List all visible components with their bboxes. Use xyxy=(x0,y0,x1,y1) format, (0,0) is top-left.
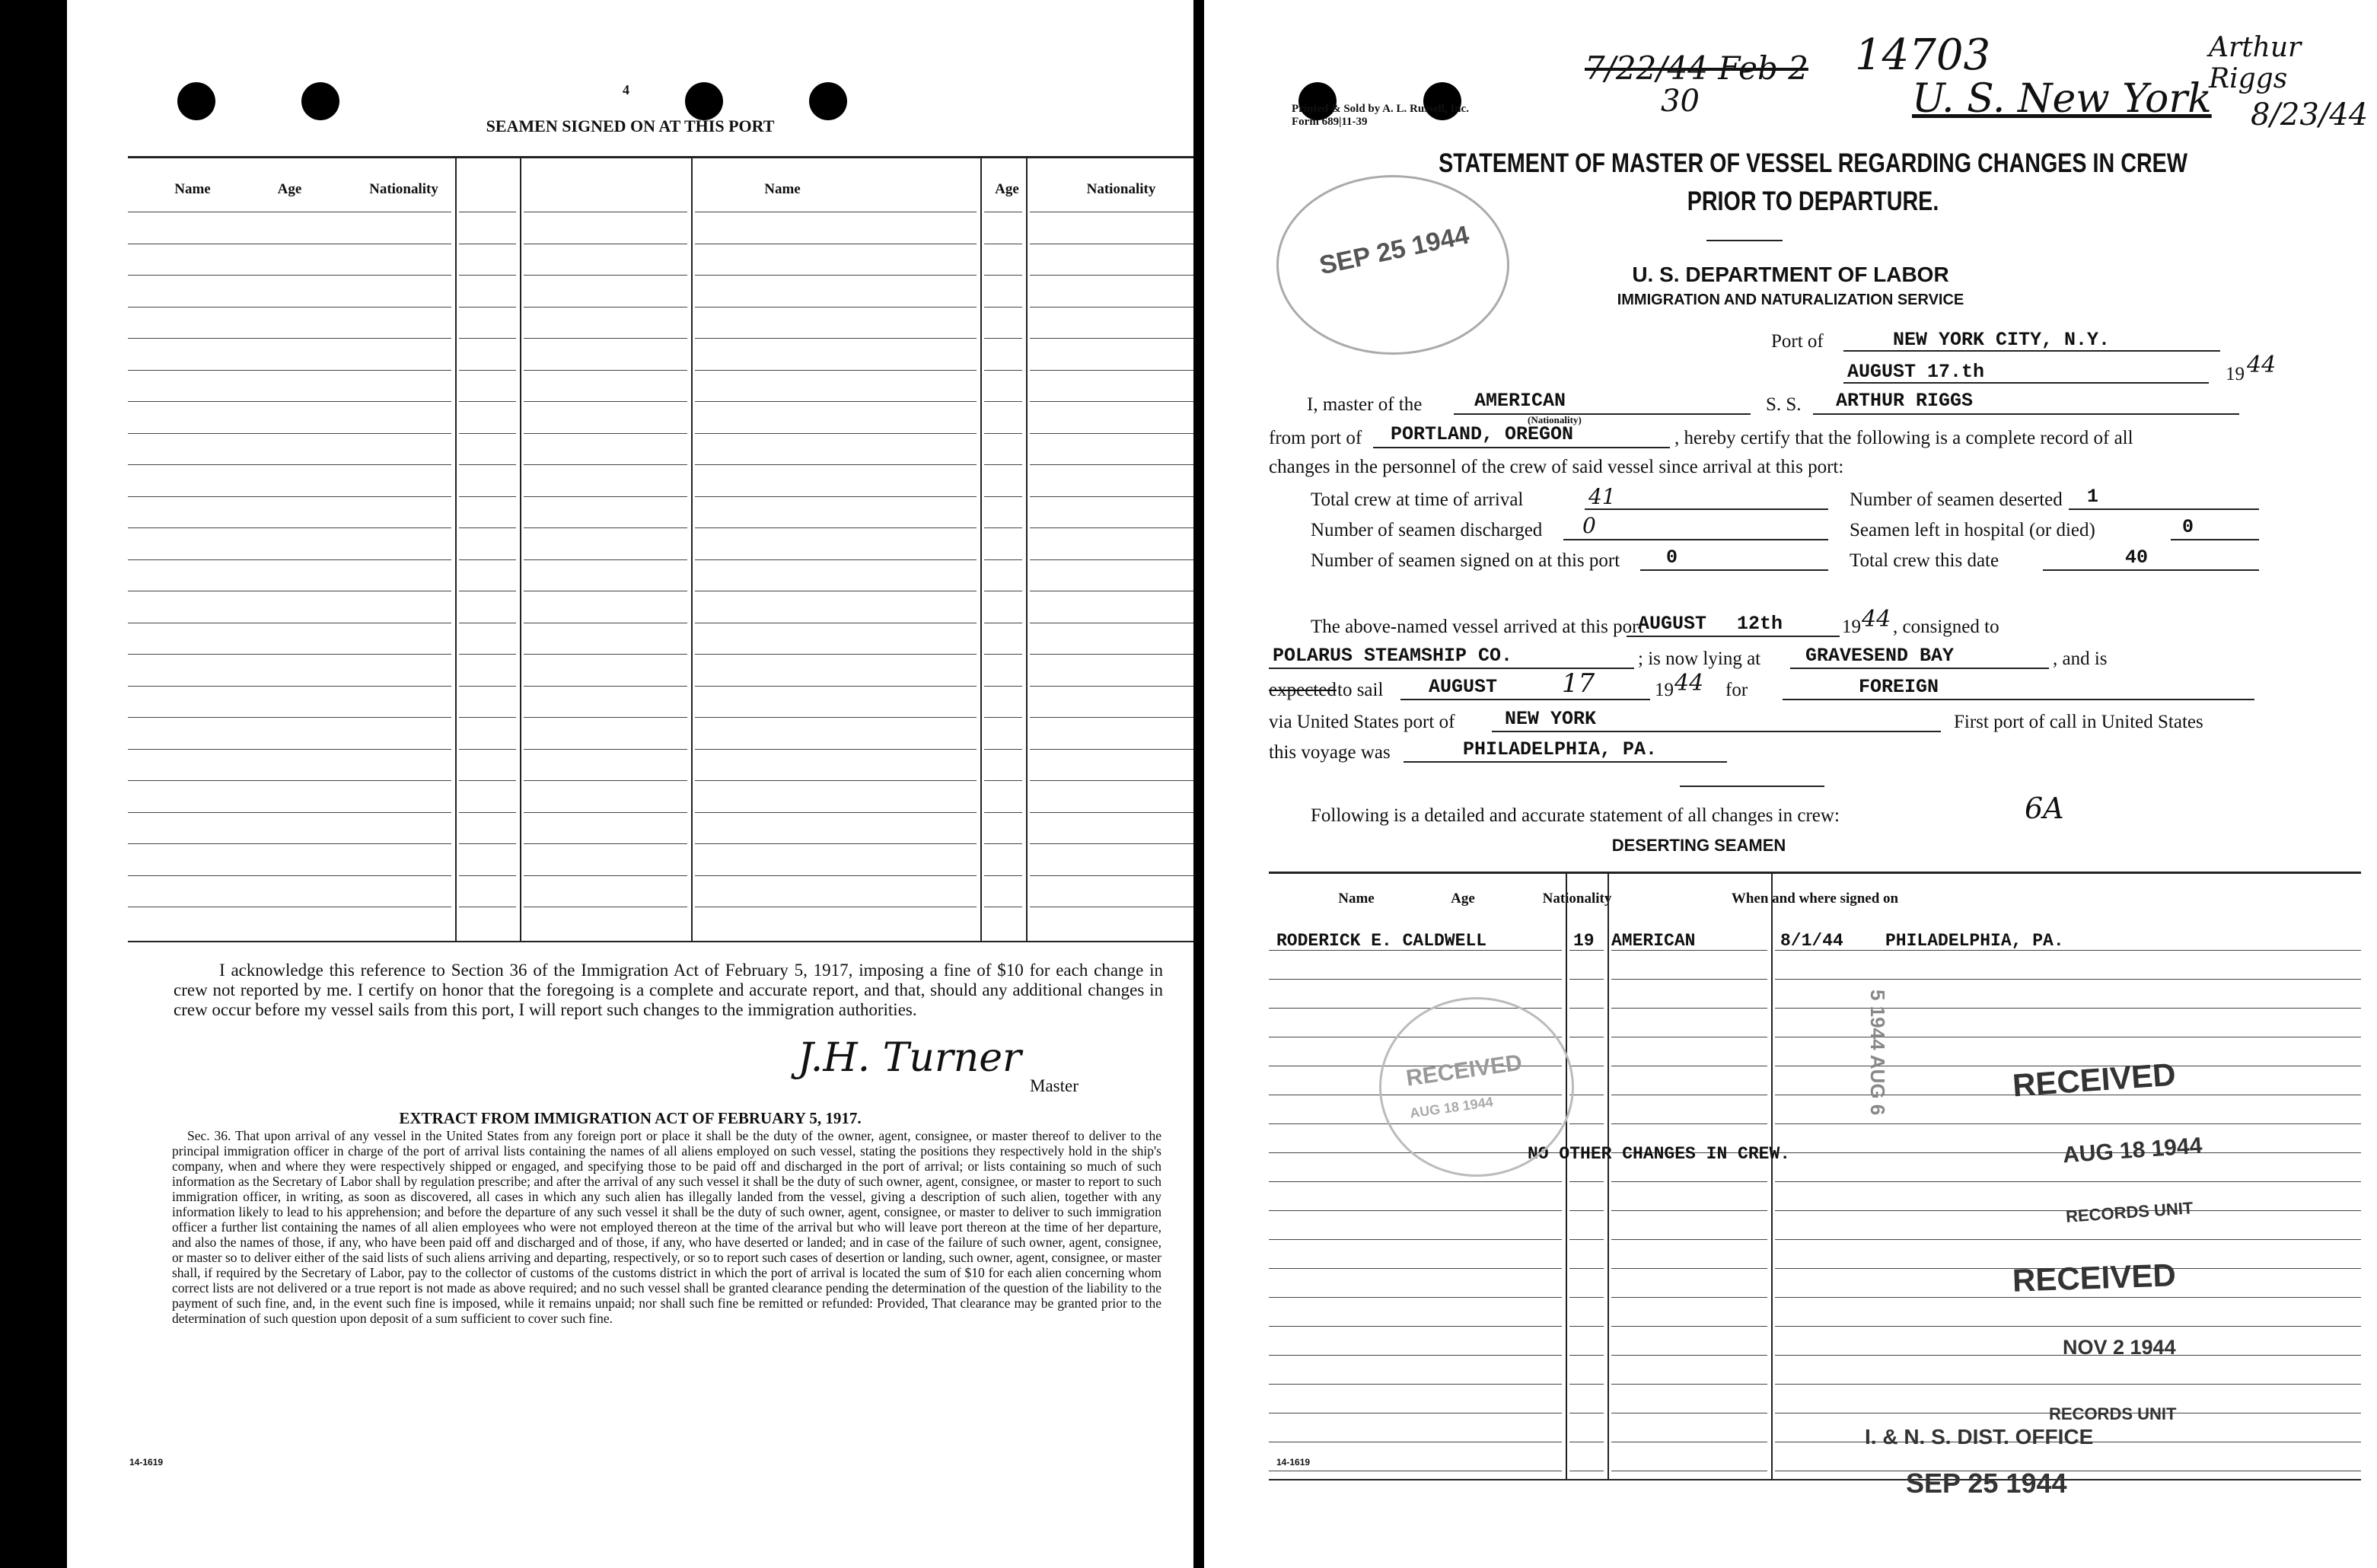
ruled-line xyxy=(1611,1297,1767,1298)
right-page xyxy=(1204,0,2377,1568)
form-title-2: PRIOR TO DEPARTURE. xyxy=(1687,186,1939,216)
ruled-line xyxy=(128,496,451,497)
ruled-line xyxy=(984,812,1022,813)
arrived-year: 44 xyxy=(1862,606,1891,633)
col-name: Name xyxy=(764,181,801,197)
ruled-line xyxy=(1030,401,1193,402)
ruled-line xyxy=(524,464,687,465)
sail-month: AUGUST xyxy=(1429,676,1498,698)
deserted-label: Number of seamen deserted xyxy=(1850,489,2063,510)
row-age: 19 xyxy=(1573,931,1595,951)
ruled-line xyxy=(128,843,451,844)
received-stamp-2: RECEIVED xyxy=(2012,1257,2177,1299)
consignee: POLARUS STEAMSHIP CO. xyxy=(1273,645,1513,667)
no-other-changes: NO OTHER CHANGES IN CREW. xyxy=(1528,1144,1791,1164)
form-code: 14-1619 xyxy=(1276,1457,1311,1468)
col-nationality: Nationality xyxy=(369,181,438,197)
ruled-line xyxy=(695,812,977,813)
handwritten-place: U. S. New York xyxy=(1912,76,2212,122)
ruled-line xyxy=(128,307,451,308)
ruled-line xyxy=(984,370,1022,371)
col-nationality: Nationality xyxy=(1086,181,1156,197)
year-prefix: 19 xyxy=(1842,617,1861,637)
ruled-line xyxy=(1030,875,1193,876)
ruled-line xyxy=(1775,1326,2361,1327)
signed-on-table xyxy=(128,156,1193,942)
ruled-line xyxy=(459,749,516,750)
ruled-line xyxy=(128,401,451,402)
ruled-line xyxy=(1030,686,1193,687)
handwritten-number: 30 xyxy=(1661,84,1700,119)
port-value: NEW YORK CITY, N.Y. xyxy=(1893,329,2111,351)
ruled-line xyxy=(459,401,516,402)
ruled-line xyxy=(459,686,516,687)
ruled-line xyxy=(524,812,687,813)
ruled-line xyxy=(984,654,1022,655)
ruled-line xyxy=(984,401,1022,402)
ruled-line xyxy=(1569,1326,1604,1327)
ruled-line xyxy=(1030,338,1193,339)
ruled-line xyxy=(984,843,1022,844)
master-signature: J.H. Turner xyxy=(798,1035,1021,1081)
master-label: I, master of the xyxy=(1307,394,1423,415)
ruled-line xyxy=(1611,1355,1767,1356)
ruled-line xyxy=(524,370,687,371)
ruled-line xyxy=(1611,1326,1767,1327)
signed-on-value: 0 xyxy=(1666,547,1678,569)
ruled-line xyxy=(695,843,977,844)
expected-struck: expected xyxy=(1269,680,1337,700)
ruled-line xyxy=(695,780,977,781)
sail-year: 44 xyxy=(1674,670,1704,696)
ruled-line xyxy=(984,559,1022,560)
ruled-line xyxy=(1030,433,1193,434)
ruled-line xyxy=(695,527,977,528)
ruled-line xyxy=(459,717,516,718)
ruled-line xyxy=(1611,1384,1767,1385)
signed-on-label: Number of seamen signed on at this port xyxy=(1311,550,1620,571)
ruled-line xyxy=(459,527,516,528)
round-received-label: RECEIVED xyxy=(1404,1050,1524,1092)
form-number: Form 689|11-39 xyxy=(1292,116,1368,128)
ruled-line xyxy=(459,559,516,560)
ruled-line xyxy=(524,496,687,497)
ruled-line xyxy=(984,496,1022,497)
extract-text: Sec. 36. That upon arrival of any vessel in the United States from any foreign port or place it shall be the duty of the owner, agent, consignee, or master thereof to deliver to the principal immigration officer in charge of the port of arrival lists containing the names of all aliens employed on such vessel, stating the positions they respectively hold in the ship's company, when and where they were respectively shipped or engaged, and specifying those to be paid off and discharged in the port of arrival; or lists containing so much of such information as the Secretary of Labor shall by regulation prescribe; and after the arrival of any such vessel it shall be the duty of such owner, agent, consignee, or master to report to such immigration officer, in writing, as soon as discovered, all cases in which any such alien has illegally landed from the vessel, giving a description of such alien, together with any information likely to lead to his apprehension; and before the departure of any such vessel it shall be the duty of such owner, agent, consignee, or master to deliver to such immigration officer a further list containing the names of all alien employees who were not employed thereon at the time of the arrival but who will leave port thereon at the time of her departure, and also the names of those, if any, who have been paid off and discharged and of those, if any, who have deserted or landed; and in case of the failure of such owner, agent, consignee, or master so to deliver either of the said lists of such aliens arriving and departing, respectively, or so to report such cases of desertion or landing, such owner, agent, consignee, or master shall, if required by the Secretary of Labor, pay to the collector of customs of the customs district in which the port of arrival is located the sum of $10 for each alien concerning whom correct lists are not delivered or a true report is not made as above required; and no such vessel shall be granted clearance pending the determination of the question of the liability to the payment of such fine, and, in the event such fine is imposed, while it remains unpaid; nor shall such fine be remitted or refunded: Provided, That clearance may be granted prior to the determination of such question upon deposit of a sum sufficient to cover such fine. xyxy=(172,1128,1161,1326)
file-number: 14703 xyxy=(1855,30,1991,80)
ruled-line xyxy=(128,464,451,465)
ruled-line xyxy=(984,338,1022,339)
ruled-line xyxy=(1611,1210,1767,1211)
ruled-line xyxy=(524,749,687,750)
ruled-line xyxy=(984,749,1022,750)
sail-day: 17 xyxy=(1562,668,1595,699)
ruled-line xyxy=(524,654,687,655)
to-sail-label: to sail xyxy=(1337,680,1384,700)
discharged-label: Number of seamen discharged xyxy=(1311,520,1543,540)
ruled-line xyxy=(1030,307,1193,308)
discharged-value: 0 xyxy=(1582,513,1596,538)
ruled-line xyxy=(128,875,451,876)
ruled-line xyxy=(1269,1297,1562,1298)
ruled-line xyxy=(524,843,687,844)
year-prefix: 19 xyxy=(2226,364,2245,384)
ruled-line xyxy=(524,875,687,876)
ruled-line xyxy=(1611,1123,1767,1124)
date-stamp: SEP 25 1944 xyxy=(1906,1468,2067,1499)
ruled-line xyxy=(128,812,451,813)
handwritten-6a: 6A xyxy=(2025,792,2064,825)
first-port-label: First port of call in United States xyxy=(1954,712,2203,732)
ruled-line xyxy=(1269,1326,1562,1327)
ruled-line xyxy=(1269,1210,1562,1211)
ruled-line xyxy=(128,275,451,276)
received-stamp-2-date: NOV 2 1944 xyxy=(2063,1336,2176,1359)
ruled-line xyxy=(459,843,516,844)
arrived-month: AUGUST xyxy=(1638,613,1707,635)
ruled-line xyxy=(1030,496,1193,497)
for-label: for xyxy=(1725,680,1748,700)
ruled-line xyxy=(1569,1268,1604,1269)
ruled-line xyxy=(1611,1008,1767,1009)
ruled-line xyxy=(459,370,516,371)
year-value: 44 xyxy=(2247,352,2277,378)
lying-label: ; is now lying at xyxy=(1638,649,1761,669)
ruled-line xyxy=(459,875,516,876)
certify-text: , hereby certify that the following is a complete record of all xyxy=(1674,428,2133,448)
ruled-line xyxy=(984,307,1022,308)
ruled-line xyxy=(984,717,1022,718)
form-title: STATEMENT OF MASTER OF VESSEL REGARDING CHANGES IN CREW xyxy=(1439,148,2187,178)
ruled-line xyxy=(695,654,977,655)
ruled-line xyxy=(695,559,977,560)
hospital-value: 0 xyxy=(2182,516,2194,538)
ruled-line xyxy=(524,401,687,402)
ruled-line xyxy=(524,527,687,528)
ruled-line xyxy=(695,496,977,497)
ruled-line xyxy=(1030,812,1193,813)
following-label: Following is a detailed and accurate statement of all changes in crew: xyxy=(1311,805,1840,826)
ruled-line xyxy=(1569,1239,1604,1240)
district-office-stamp: I. & N. S. DIST. OFFICE xyxy=(1865,1425,2094,1448)
col-nationality: Nationality xyxy=(1542,891,1612,907)
ruled-line xyxy=(984,780,1022,781)
page-number: 4 xyxy=(623,82,629,97)
total-crew-date-value: 40 xyxy=(2125,547,2149,569)
handwritten-date: 8/23/44 xyxy=(2251,97,2369,132)
punch-hole xyxy=(177,82,215,120)
ruled-line xyxy=(1611,1268,1767,1269)
row-nationality: AMERICAN xyxy=(1611,931,1696,951)
struck-handwriting: 7/22/44 Feb 2 xyxy=(1585,49,1808,87)
ruled-line xyxy=(984,433,1022,434)
total-crew-date-label: Total crew this date xyxy=(1850,550,1999,571)
ruled-line xyxy=(524,338,687,339)
department: U. S. DEPARTMENT OF LABOR xyxy=(1632,263,1949,286)
ruled-line xyxy=(695,307,977,308)
records-unit-stamp: RECORDS UNIT xyxy=(2065,1198,2194,1226)
deserted-value: 1 xyxy=(2087,486,2099,508)
round-stamp-date: SEP 25 1944 xyxy=(1317,220,1472,281)
ruled-line xyxy=(459,433,516,434)
ruled-line xyxy=(524,780,687,781)
ruled-line xyxy=(1775,1181,2361,1182)
ruled-line xyxy=(459,496,516,497)
service: IMMIGRATION AND NATURALIZATION SERVICE xyxy=(1617,292,1964,308)
col-signed-on: When and where signed on xyxy=(1731,891,1899,907)
ruled-line xyxy=(128,559,451,560)
ruled-line xyxy=(695,749,977,750)
port-label: Port of xyxy=(1771,331,1824,352)
ruled-line xyxy=(1569,979,1604,980)
ruled-line xyxy=(1775,950,2361,951)
ruled-line xyxy=(524,433,687,434)
form-code: 14-1619 xyxy=(129,1457,164,1468)
ruled-line xyxy=(1775,1384,2361,1385)
from-port-value: PORTLAND, OREGON xyxy=(1391,423,1574,445)
ruled-line xyxy=(984,464,1022,465)
ruled-line xyxy=(1030,464,1193,465)
certify-text-2: changes in the personnel of the crew of said vessel since arrival at this port: xyxy=(1269,457,1844,477)
deserting-title: DESERTING SEAMEN xyxy=(1611,836,1786,855)
ruled-line xyxy=(1030,559,1193,560)
ruled-line xyxy=(1569,1123,1604,1124)
ruled-line xyxy=(1775,979,2361,980)
voyage-label: this voyage was xyxy=(1269,742,1391,763)
ruled-line xyxy=(1611,1181,1767,1182)
handwritten-name: Arthur Riggs xyxy=(2209,32,2302,94)
printer-line: Printed & Sold by A. L. Russell, Inc. xyxy=(1292,103,1469,115)
ruled-line xyxy=(1611,1239,1767,1240)
col-age: Age xyxy=(277,181,302,197)
nationality-value: AMERICAN xyxy=(1474,390,1566,412)
year-prefix: 19 xyxy=(1655,680,1674,700)
ruled-line xyxy=(1269,1384,1562,1385)
ruled-line xyxy=(984,875,1022,876)
ruled-line xyxy=(984,275,1022,276)
ruled-line xyxy=(1030,370,1193,371)
total-crew-arrival-label: Total crew at time of arrival xyxy=(1311,489,1524,510)
ruled-line xyxy=(695,275,977,276)
ruled-line xyxy=(1269,979,1562,980)
ruled-line xyxy=(524,275,687,276)
row-name: RODERICK E. CALDWELL xyxy=(1276,931,1487,951)
ruled-line xyxy=(524,717,687,718)
deserting-table xyxy=(1269,872,2361,1480)
ruled-line xyxy=(695,464,977,465)
ruled-line xyxy=(128,780,451,781)
records-unit-stamp-2: RECORDS UNIT xyxy=(2049,1404,2177,1423)
ship-name: ARTHUR RIGGS xyxy=(1836,390,1974,412)
ruled-line xyxy=(1569,1384,1604,1385)
ruled-line xyxy=(1030,275,1193,276)
ruled-line xyxy=(128,370,451,371)
hospital-label: Seamen left in hospital (or died) xyxy=(1850,520,2095,540)
col-name: Name xyxy=(1338,891,1375,907)
received-stamp-date: AUG 18 1944 xyxy=(2062,1133,2203,1168)
ruled-line xyxy=(695,717,977,718)
ruled-line xyxy=(128,433,451,434)
row-where: PHILADELPHIA, PA. xyxy=(1885,931,2064,951)
ruled-line xyxy=(1030,780,1193,781)
left-page xyxy=(67,0,1193,1568)
via-label: via United States port of xyxy=(1269,712,1455,732)
ruled-line xyxy=(1775,1123,2361,1124)
ruled-line xyxy=(459,654,516,655)
ruled-line xyxy=(1775,1239,2361,1240)
ruled-line xyxy=(459,464,516,465)
ruled-line xyxy=(1030,654,1193,655)
voyage-value: PHILADELPHIA, PA. xyxy=(1463,738,1658,760)
ruled-line xyxy=(984,686,1022,687)
left-title: SEAMEN SIGNED ON AT THIS PORT xyxy=(486,116,775,135)
ruled-line xyxy=(459,812,516,813)
master-label: Master xyxy=(1030,1076,1079,1095)
ruled-line xyxy=(128,686,451,687)
ruled-line xyxy=(128,654,451,655)
from-port-label: from port of xyxy=(1269,428,1362,448)
row-date: 8/1/44 xyxy=(1780,931,1843,951)
ruled-line xyxy=(1269,1268,1562,1269)
ruled-line xyxy=(1569,1008,1604,1009)
via-value: NEW YORK xyxy=(1505,708,1597,730)
ruled-line xyxy=(695,875,977,876)
ruled-line xyxy=(695,370,977,371)
ruled-line xyxy=(695,401,977,402)
consigned-label: , consigned to xyxy=(1893,617,1999,637)
col-name: Name xyxy=(174,181,211,197)
ruled-line xyxy=(128,717,451,718)
arrived-label: The above-named vessel arrived at this port xyxy=(1311,617,1644,637)
ruled-line xyxy=(984,527,1022,528)
ruled-line xyxy=(524,307,687,308)
ruled-line xyxy=(1030,717,1193,718)
col-age: Age xyxy=(995,181,1019,197)
ruled-line xyxy=(1269,1181,1562,1182)
ruled-line xyxy=(128,749,451,750)
ruled-line xyxy=(524,559,687,560)
lying-value: GRAVESEND BAY xyxy=(1805,645,1955,667)
ruled-line xyxy=(459,307,516,308)
arrived-day: 12th xyxy=(1737,613,1783,635)
received-stamp: RECEIVED xyxy=(2011,1056,2178,1104)
extract-title: EXTRACT FROM IMMIGRATION ACT OF FEBRUARY 5, 1917. xyxy=(399,1109,862,1127)
ruled-line xyxy=(695,433,977,434)
punch-hole xyxy=(685,82,723,120)
for-value: FOREIGN xyxy=(1859,676,1939,698)
ruled-line xyxy=(128,527,451,528)
date-value: AUGUST 17.th xyxy=(1847,361,1985,383)
ruled-line xyxy=(1569,1210,1604,1211)
total-crew-arrival: 41 xyxy=(1588,484,1616,509)
ruled-line xyxy=(1269,1355,1562,1356)
punch-hole xyxy=(809,82,847,120)
ruled-line xyxy=(459,275,516,276)
ruled-line xyxy=(695,686,977,687)
ruled-line xyxy=(459,780,516,781)
and-is-label: , and is xyxy=(2053,649,2108,669)
ruled-line xyxy=(695,338,977,339)
ruled-line xyxy=(1030,749,1193,750)
ruled-line xyxy=(1030,527,1193,528)
col-age: Age xyxy=(1451,891,1475,907)
acknowledgement-text: I acknowledge this reference to Section 36 of the Immigration Act of February 5, 1917, imposing a fine of $10 for each change in crew not reported by me. I certify on honor that the foregoing is a complete and accurate report, and that, should any additional changes in crew occur before my vessel sails from this port, I will report such changes to the immigration authorities. xyxy=(174,961,1163,1019)
side-stamp: 5 1944 AUG 6 xyxy=(1866,990,1889,1116)
ruled-line xyxy=(1569,1297,1604,1298)
ruled-line xyxy=(524,686,687,687)
nationality-caption: (Nationality) xyxy=(1528,414,1582,425)
ruled-line xyxy=(1269,1239,1562,1240)
round-received-date: AUG 18 1944 xyxy=(1409,1094,1494,1121)
ruled-line xyxy=(1569,1355,1604,1356)
ruled-line xyxy=(1775,1008,2361,1009)
ss-label: S. S. xyxy=(1766,394,1802,415)
ruled-line xyxy=(1030,843,1193,844)
ruled-line xyxy=(1611,979,1767,980)
punch-hole xyxy=(301,82,339,120)
ruled-line xyxy=(1569,1181,1604,1182)
ruled-line xyxy=(459,338,516,339)
ruled-line xyxy=(128,338,451,339)
